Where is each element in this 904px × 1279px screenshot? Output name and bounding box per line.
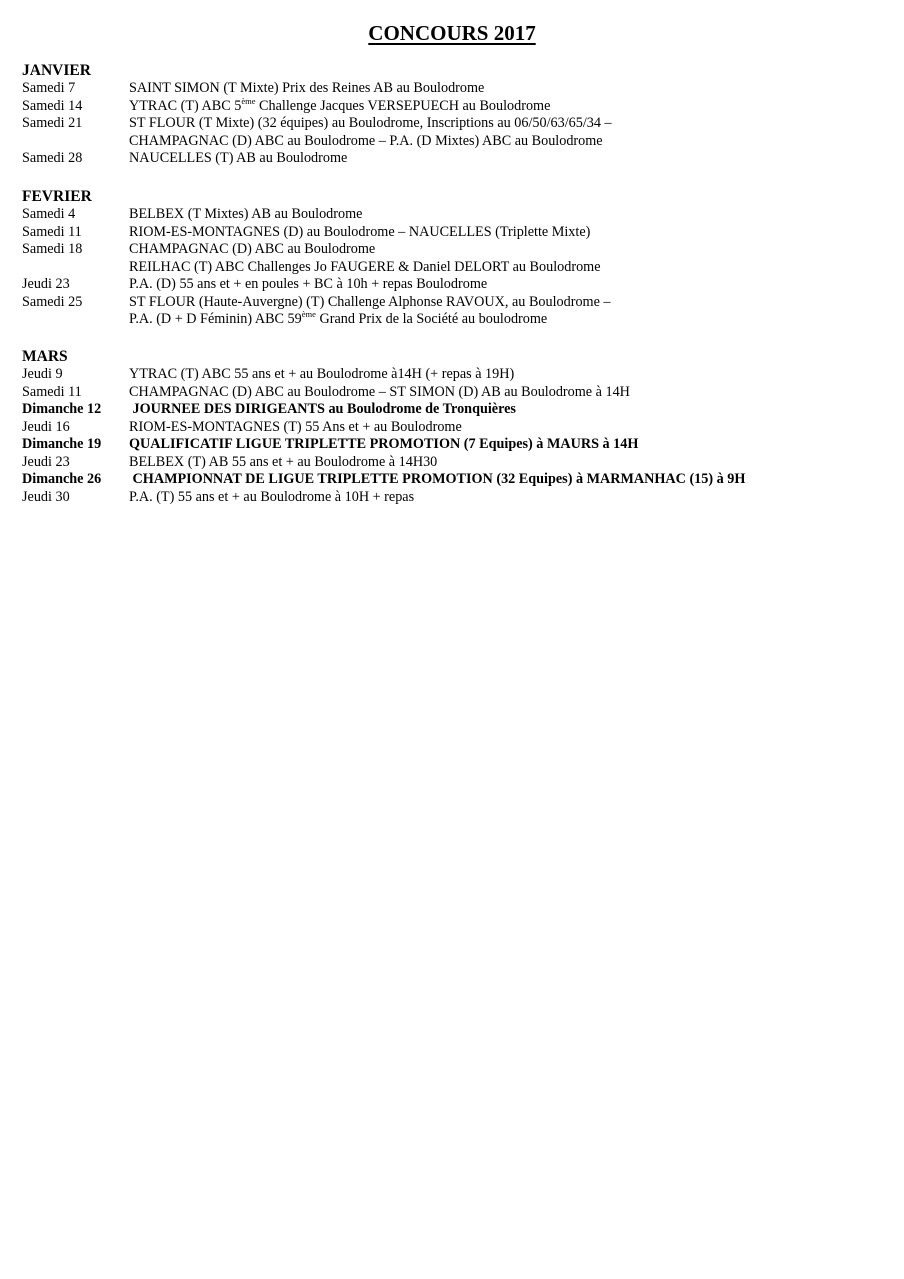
event-day: Samedi 14: [22, 97, 83, 114]
event-row: [22, 80, 882, 98]
event-day: Samedi 28: [22, 150, 83, 166]
event-description: NAUCELLES (T) AB au Boulodrome: [129, 150, 348, 166]
event-description: ST FLOUR (T Mixte) (32 équipes) au Boulodrome, Inscriptions au 06/50/63/65/34 –: [129, 115, 612, 131]
event-day: Jeudi 23: [22, 276, 70, 292]
event-description: BELBEX (T Mixtes) AB au Boulodrome: [129, 206, 363, 222]
event-description: CHAMPAGNAC (D) ABC au Boulodrome: [129, 241, 376, 257]
event-row-highlighted: [22, 471, 882, 489]
event-day: Jeudi 23: [22, 453, 70, 470]
event-day: Dimanche 26: [22, 471, 102, 487]
event-day: Jeudi 16: [22, 418, 70, 435]
month-section-fevrier: [22, 187, 882, 329]
page-title: CONCOURS 2017: [368, 21, 536, 45]
event-description: REILHAC (T) ABC Challenges Jo FAUGERE & Daniel DELORT au Boulodrome: [129, 258, 601, 275]
month-section-janvier: [22, 61, 882, 168]
event-description: CHAMPIONNAT DE LIGUE TRIPLETTE PROMOTION (32 Equipes) à MARMANHAC (15) à 9H: [129, 471, 746, 487]
event-row: [22, 150, 882, 168]
event-day: Dimanche 12: [22, 401, 102, 417]
event-description: P.A. (T) 55 ans et + au Boulodrome à 10H + repas: [129, 488, 415, 505]
event-description-part: P.A. (D + D Féminin) ABC 59: [129, 311, 302, 327]
month-title: FEVRIER: [22, 188, 92, 205]
event-day: Samedi 4: [22, 206, 76, 222]
month-section-mars: [22, 347, 882, 506]
event-description: YTRAC (T) ABC 55 ans et + au Boulodrome à14H (+ repas à 19H): [129, 366, 515, 382]
event-description: [129, 95, 882, 116]
event-row: [22, 311, 882, 329]
event-row-highlighted: [22, 401, 882, 419]
event-description: [129, 311, 882, 329]
event-description: SAINT SIMON (T Mixte) Prix des Reines AB au Boulodrome: [129, 80, 485, 96]
event-description: CHAMPAGNAC (D) ABC au Boulodrome – P.A. (D Mixtes) ABC au Boulodrome: [129, 132, 603, 149]
event-day: Jeudi 9: [22, 366, 63, 382]
event-day: Samedi 7: [22, 80, 76, 96]
event-description: P.A. (D) 55 ans et + en poules + BC à 10h + repas Boulodrome: [129, 276, 488, 292]
event-day: Samedi 11: [22, 383, 82, 400]
event-day: Samedi 21: [22, 115, 83, 131]
event-day: Jeudi 30: [22, 488, 70, 505]
event-description: BELBEX (T) AB 55 ans et + au Boulodrome à 14H30: [129, 453, 438, 470]
event-day: Dimanche 19: [22, 436, 102, 452]
event-row: [22, 276, 882, 294]
event-description: ST FLOUR (Haute-Auvergne) (T) Challenge Alphonse RAVOUX, au Boulodrome –: [129, 293, 611, 310]
event-day: [22, 311, 129, 329]
event-row: [22, 419, 882, 437]
event-description-part: YTRAC (T) ABC 5: [129, 97, 242, 114]
event-day: [22, 259, 129, 277]
ordinal-superscript: ème: [301, 309, 316, 319]
event-row: [22, 206, 882, 224]
event-row: [22, 95, 882, 116]
event-row: [22, 384, 882, 402]
event-row: [22, 241, 882, 259]
event-description: RIOM-ES-MONTAGNES (D) au Boulodrome – NAUCELLES (Triplette Mixte): [129, 223, 591, 240]
event-description-part: Grand Prix de la Société au boulodrome: [315, 311, 548, 327]
event-row: [22, 294, 882, 312]
event-description: CHAMPAGNAC (D) ABC au Boulodrome – ST SIMON (D) AB au Boulodrome à 14H: [129, 383, 630, 400]
month-title: JANVIER: [22, 62, 91, 79]
event-day: Samedi 11: [22, 223, 82, 240]
event-description: RIOM-ES-MONTAGNES (T) 55 Ans et + au Boulodrome: [129, 418, 462, 435]
event-row: [22, 224, 882, 242]
event-row: [22, 115, 882, 133]
event-row-highlighted: [22, 436, 882, 454]
event-row: [22, 489, 882, 507]
event-description-part: Challenge Jacques VERSEPUECH au Boulodrome: [255, 97, 551, 114]
event-day: Samedi 18: [22, 241, 83, 257]
event-day: [22, 133, 129, 151]
event-day: Samedi 25: [22, 293, 83, 310]
event-row: [22, 259, 882, 277]
month-title: MARS: [22, 348, 68, 365]
event-row: [22, 366, 882, 384]
ordinal-superscript: ème: [241, 95, 256, 106]
event-row: [22, 133, 882, 151]
event-description: JOURNEE DES DIRIGEANTS au Boulodrome de Tronquières: [129, 401, 516, 417]
event-description: QUALIFICATIF LIGUE TRIPLETTE PROMOTION (7 Equipes) à MAURS à 14H: [129, 436, 639, 452]
event-row: [22, 454, 882, 472]
